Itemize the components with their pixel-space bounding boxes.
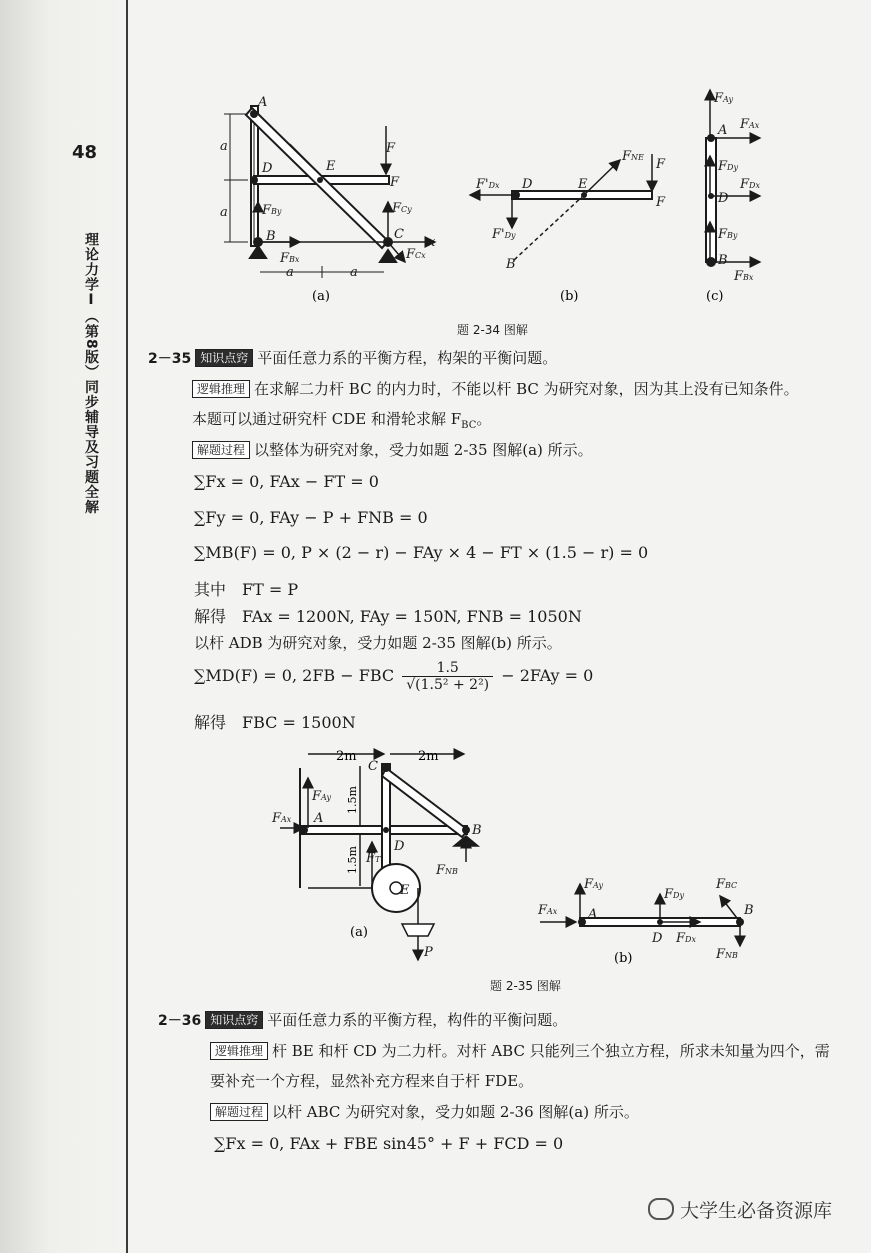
p235-process-line (192, 439, 593, 460)
svg-text:FBy: FBy (262, 203, 282, 218)
svg-text:FBy: FBy (718, 227, 738, 242)
svg-text:FNB: FNB (436, 863, 458, 878)
svg-text:C: C (368, 759, 378, 774)
figure-2-34 (200, 78, 780, 318)
p235-eq7-num: 1.5 (402, 660, 493, 677)
svg-text:D: D (394, 839, 405, 854)
svg-text:F: F (390, 175, 400, 190)
svg-text:FBx: FBx (280, 251, 300, 266)
svg-text:D: D (522, 177, 533, 192)
svg-text:a: a (286, 265, 294, 280)
svg-text:B: B (506, 257, 516, 272)
page-margin-line (126, 0, 128, 1253)
p235-eq7-right: − 2FAy = 0 (501, 666, 594, 685)
svg-text:FAx: FAx (740, 117, 760, 132)
p235-logic-line2 (192, 408, 491, 431)
p235-knowledge-line (148, 347, 557, 368)
svg-text:F'Dy: F'Dy (492, 227, 516, 242)
p235-eq3: ∑MB(F) = 0, P × (2 − r) − FAy × 4 − FT × (1.5 − r) = 0 (194, 543, 649, 562)
svg-text:FCx: FCx (406, 247, 426, 262)
p235-eq8: 解得 FBC = 1500N (194, 713, 356, 732)
svg-text:FDy: FDy (664, 887, 684, 902)
p236-number: 2－36 (158, 1013, 202, 1029)
p235-tag-logic: 逻辑推理 (192, 380, 250, 398)
svg-text:FBC: FBC (716, 877, 738, 892)
fig235-sub-a: (a) (350, 925, 368, 940)
p235-eq4: 其中 FT = P (194, 580, 299, 599)
fig234-sub-c: (c) (706, 289, 724, 304)
page-number: 48 (72, 142, 98, 163)
p235-knowledge-text: 平面任意力系的平衡方程，构架的平衡问题。 (257, 349, 558, 367)
p236-eq1: ∑Fx = 0, FAx + FBE sin45° + F + FCD = 0 (214, 1134, 564, 1153)
svg-text:FAx: FAx (538, 903, 558, 918)
svg-text:E: E (578, 177, 588, 192)
svg-text:FBx: FBx (734, 269, 754, 284)
watermark-text: 大学生必备资源库 (680, 1200, 833, 1222)
svg-text:D: D (262, 161, 273, 176)
p236-knowledge-line (158, 1009, 567, 1030)
fig235-sub-b: (b) (614, 951, 633, 966)
fig234-sub-a: (a) (312, 289, 330, 304)
svg-text:FNE: FNE (622, 149, 644, 164)
p235-eq2: ∑Fy = 0, FAy − P + FNB = 0 (194, 508, 428, 527)
p235-tag-knowledge: 知识点窍 (195, 349, 253, 367)
p236-logic-line (210, 1040, 830, 1061)
book-title-vertical: 理论力学Ⅰ（第8版）同步辅导及习题全解 (83, 232, 99, 515)
svg-text:FAx: FAx (272, 811, 292, 826)
fig234-diagram-b (470, 154, 652, 260)
svg-text:FAy: FAy (312, 789, 332, 804)
p236-tag-process: 解题过程 (210, 1103, 268, 1121)
fig235-dim-2m-right: 2m (418, 749, 439, 764)
p235-eq5: 解得 FAx = 1200N, FAy = 150N, FNB = 1050N (194, 607, 582, 626)
svg-text:A: A (258, 95, 268, 110)
svg-text:F: F (656, 195, 666, 210)
svg-text:FCy: FCy (392, 201, 412, 216)
p235-eq7-den: √(1.5² + 2²) (406, 677, 490, 693)
p235-logic-text: 在求解二力杆 BC 的内力时，不能以杆 BC 为研究对象，因为其上没有已知条件。 (254, 380, 799, 398)
fig234-caption: 题 2-34 图解 (457, 323, 528, 337)
p235-tag-process: 解题过程 (192, 441, 250, 459)
svg-text:a: a (350, 265, 358, 280)
fig235-dim-15m-top: 1.5m (346, 786, 359, 814)
p236-tag-knowledge: 知识点窍 (205, 1011, 263, 1029)
svg-text:FNB: FNB (716, 947, 738, 962)
p235-logic-text2-sub: BC (461, 420, 477, 431)
svg-text:A: A (314, 811, 324, 826)
p235-logic-text2: 本题可以通过研究杆 CDE 和滑轮求解 F (192, 410, 462, 428)
svg-text:FDx: FDx (740, 177, 760, 192)
svg-text:E: E (400, 883, 410, 898)
svg-text:a: a (220, 139, 228, 154)
p235-number: 2－35 (148, 351, 192, 367)
svg-text:FDy: FDy (718, 159, 738, 174)
svg-text:A: A (718, 123, 728, 138)
p235-logic-text2-end: 。 (476, 410, 492, 428)
fig235-dim-15m-bottom: 1.5m (346, 846, 359, 874)
svg-text:E: E (326, 159, 336, 174)
p235-process-text: 以整体为研究对象，受力如题 2-35 图解(a) 所示。 (254, 441, 593, 459)
svg-text:C: C (394, 227, 404, 242)
p236-tag-logic: 逻辑推理 (210, 1042, 268, 1060)
svg-text:x: x (428, 235, 436, 250)
watermark (648, 1196, 832, 1223)
svg-text:B: B (718, 253, 728, 268)
p236-logic-text: 杆 BE 和杆 CD 为二力杆。对杆 ABC 只能列三个独立方程，所求未知量为四个，需 (272, 1042, 830, 1060)
fig234-sub-b: (b) (560, 289, 579, 304)
svg-text:FAy: FAy (714, 91, 734, 106)
p235-eq1: ∑Fx = 0, FAx − FT = 0 (194, 472, 379, 491)
figure-2-35 (260, 738, 780, 976)
svg-text:B: B (266, 229, 276, 244)
svg-text:P: P (424, 945, 433, 960)
wechat-icon (648, 1198, 674, 1220)
svg-text:FT: FT (366, 851, 381, 866)
p235-logic-line (192, 378, 799, 399)
svg-text:A: A (588, 907, 598, 922)
svg-text:F'Dx: F'Dx (476, 177, 500, 192)
svg-text:FDx: FDx (676, 931, 696, 946)
svg-text:a: a (220, 205, 228, 220)
p236-process-line (210, 1101, 639, 1122)
p236-process-text: 以杆 ABC 为研究对象，受力如题 2-36 图解(a) 所示。 (272, 1103, 639, 1121)
p236-logic-line2: 要补充一个方程，显然补充方程来自于杆 FDE。 (210, 1072, 534, 1090)
fig235-dim-2m-left: 2m (336, 749, 357, 764)
fig235-diagram-b (540, 884, 740, 946)
p235-eq6: 以杆 ADB 为研究对象，受力如题 2-35 图解(b) 所示。 (194, 634, 562, 652)
p235-eq7-fraction (402, 660, 493, 693)
book-spine-shadow (0, 0, 126, 1253)
fig234-diagram-a (224, 106, 435, 278)
p236-knowledge-text: 平面任意力系的平衡方程，构件的平衡问题。 (267, 1011, 568, 1029)
p235-eq7 (194, 660, 593, 693)
svg-text:F: F (656, 157, 666, 172)
p235-eq7-left: ∑MD(F) = 0, 2FB − FBC (194, 666, 395, 685)
svg-text:D: D (652, 931, 663, 946)
svg-text:B: B (472, 823, 482, 838)
fig235-caption: 题 2-35 图解 (490, 979, 561, 993)
svg-text:B: B (744, 903, 754, 918)
svg-text:F: F (386, 141, 396, 156)
svg-text:D: D (718, 191, 729, 206)
svg-text:FAy: FAy (584, 877, 604, 892)
